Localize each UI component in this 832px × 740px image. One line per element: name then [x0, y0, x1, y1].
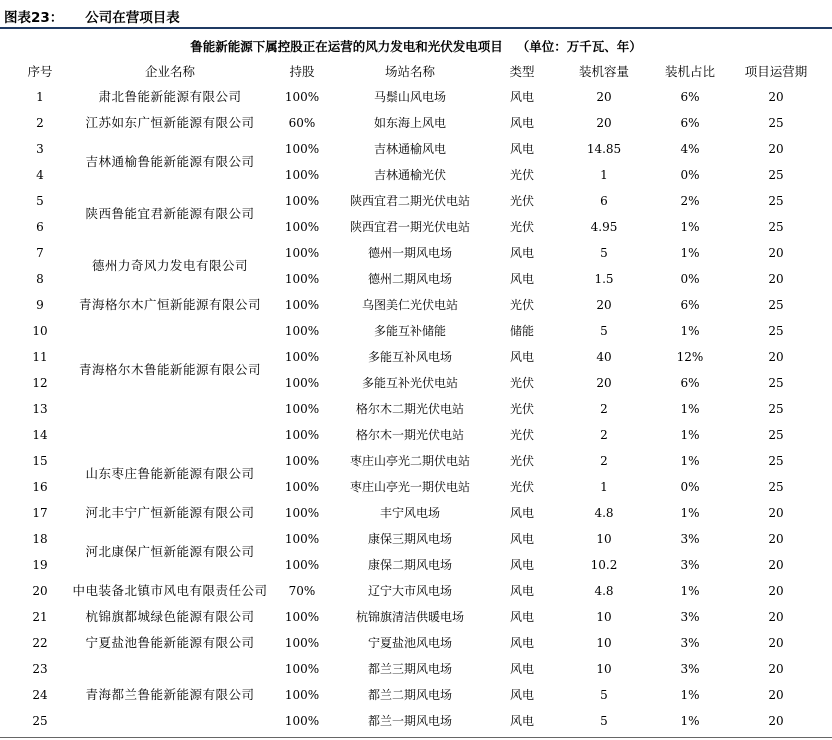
cell-type: 储能	[509, 324, 534, 338]
cell-type: 风电	[509, 584, 534, 598]
cell-share: 100%	[284, 402, 320, 416]
cell-type: 风电	[509, 90, 534, 104]
cell-station: 吉林通榆风电	[373, 142, 446, 156]
cell-period: 20	[768, 272, 784, 286]
cell-station: 德州二期风电场	[367, 272, 452, 286]
cell-share: 100%	[284, 662, 320, 676]
column-header: 项目运营期	[744, 64, 808, 79]
cell-ratio: 1%	[680, 324, 700, 338]
cell-no: 2	[36, 116, 44, 130]
cell-no: 1	[36, 90, 44, 104]
cell-share: 60%	[288, 116, 316, 130]
cell-no: 5	[36, 194, 44, 208]
cell-period: 25	[768, 454, 784, 468]
cell-period: 25	[768, 194, 784, 208]
cell-share: 100%	[284, 90, 320, 104]
cell-capacity: 10	[596, 532, 612, 546]
cell-capacity: 2	[600, 402, 608, 416]
cell-capacity: 1	[600, 480, 608, 494]
cell-share: 100%	[284, 324, 320, 338]
cell-share: 100%	[284, 272, 320, 286]
cell-share: 100%	[284, 688, 320, 702]
cell-ratio: 0%	[680, 272, 700, 286]
cell-type: 风电	[509, 662, 534, 676]
cell-period: 25	[768, 480, 784, 494]
column-header: 场站名称	[384, 64, 435, 79]
cell-type: 光伏	[509, 480, 534, 494]
column-header: 序号	[27, 64, 53, 79]
cell-share: 100%	[284, 428, 320, 442]
cell-period: 20	[768, 636, 784, 650]
cell-no: 9	[36, 298, 44, 312]
cell-ratio: 6%	[680, 90, 700, 104]
cell-no: 22	[32, 636, 48, 650]
cell-type: 风电	[509, 142, 534, 156]
cell-share: 100%	[284, 376, 320, 390]
cell-share: 100%	[284, 714, 320, 728]
cell-period: 20	[768, 350, 784, 364]
cell-capacity: 14.85	[586, 142, 622, 156]
cell-type: 风电	[509, 610, 534, 624]
cell-type: 风电	[509, 272, 534, 286]
cell-ratio: 1%	[680, 246, 700, 260]
cell-no: 12	[32, 376, 48, 390]
cell-capacity: 20	[596, 90, 612, 104]
cell-period: 20	[768, 714, 784, 728]
cell-no: 25	[32, 714, 48, 728]
cell-period: 20	[768, 532, 784, 546]
cell-no: 17	[32, 506, 48, 520]
cell-ratio: 12%	[676, 350, 704, 364]
cell-station: 乌图美仁光伏电站	[361, 298, 458, 312]
company-name: 吉林通榆鲁能新能源有限公司	[85, 154, 255, 169]
cell-share: 100%	[284, 610, 320, 624]
cell-station: 德州一期风电场	[367, 246, 452, 260]
cell-period: 20	[768, 610, 784, 624]
cell-no: 6	[36, 220, 44, 234]
cell-period: 25	[768, 298, 784, 312]
cell-type: 风电	[509, 714, 534, 728]
cell-ratio: 1%	[680, 584, 700, 598]
cell-ratio: 0%	[680, 480, 700, 494]
column-header: 类型	[509, 64, 535, 79]
cell-station: 都兰一期风电场	[367, 714, 452, 728]
cell-ratio: 0%	[680, 168, 700, 182]
cell-station: 格尔木一期光伏电站	[355, 428, 464, 442]
cell-station: 杭锦旗清洁供暖电场	[355, 610, 464, 624]
cell-type: 光伏	[509, 220, 534, 234]
cell-ratio: 2%	[680, 194, 700, 208]
cell-period: 25	[768, 376, 784, 390]
cell-station: 多能互补光伏电站	[361, 376, 458, 390]
cell-ratio: 3%	[680, 636, 700, 650]
column-header: 企业名称	[144, 64, 195, 79]
cell-no: 15	[32, 454, 48, 468]
company-name: 江苏如东广恒新能源有限公司	[85, 115, 255, 130]
cell-share: 100%	[284, 506, 320, 520]
cell-no: 20	[32, 584, 48, 598]
cell-type: 光伏	[509, 376, 534, 390]
cell-capacity: 5	[600, 688, 608, 702]
cell-station: 丰宁风电场	[379, 506, 440, 520]
cell-station: 格尔木二期光伏电站	[355, 402, 464, 416]
cell-type: 风电	[509, 558, 534, 572]
cell-share: 100%	[284, 636, 320, 650]
cell-type: 风电	[509, 532, 534, 546]
cell-period: 20	[768, 246, 784, 260]
cell-period: 25	[768, 428, 784, 442]
cell-capacity: 4.8	[594, 506, 614, 520]
cell-ratio: 4%	[680, 142, 700, 156]
cell-no: 24	[32, 688, 48, 702]
cell-share: 100%	[284, 220, 320, 234]
cell-share: 100%	[284, 168, 320, 182]
cell-capacity: 20	[596, 376, 612, 390]
column-header: 装机容量	[578, 64, 629, 79]
cell-share: 100%	[284, 246, 320, 260]
cell-capacity: 2	[600, 454, 608, 468]
cell-ratio: 1%	[680, 688, 700, 702]
company-name: 陕西鲁能宜君新能源有限公司	[85, 206, 255, 221]
cell-station: 马鬃山风电场	[373, 90, 446, 104]
figure-title	[4, 6, 180, 26]
column-header: 持股	[289, 64, 315, 79]
cell-capacity: 20	[596, 298, 612, 312]
cell-capacity: 4.95	[590, 220, 618, 234]
cell-share: 100%	[284, 532, 320, 546]
cell-ratio: 1%	[680, 454, 700, 468]
cell-ratio: 3%	[680, 532, 700, 546]
cell-capacity: 10	[596, 636, 612, 650]
cell-no: 7	[36, 246, 44, 260]
cell-share: 70%	[288, 584, 316, 598]
cell-period: 25	[768, 324, 784, 338]
cell-no: 21	[32, 610, 48, 624]
cell-share: 100%	[284, 298, 320, 312]
cell-station: 康保二期风电场	[367, 558, 452, 572]
cell-type: 光伏	[509, 168, 534, 182]
cell-station: 如东海上风电	[373, 116, 446, 130]
cell-type: 风电	[509, 246, 534, 260]
cell-capacity: 5	[600, 324, 608, 338]
cell-no: 14	[32, 428, 48, 442]
cell-station: 宁夏盐池风电场	[367, 636, 452, 650]
company-name: 青海格尔木鲁能新能源有限公司	[78, 362, 261, 377]
cell-period: 20	[768, 506, 784, 520]
cell-capacity: 1.5	[594, 272, 614, 286]
cell-type: 光伏	[509, 298, 534, 312]
figure-label: 图表23：	[4, 10, 64, 26]
cell-station: 吉林通榆光伏	[373, 168, 446, 182]
cell-ratio: 1%	[680, 714, 700, 728]
cell-station: 辽宁大市风电场	[367, 584, 452, 598]
company-name: 河北康保广恒新能源有限公司	[85, 544, 255, 559]
cell-capacity: 5	[600, 714, 608, 728]
column-header: 装机占比	[664, 64, 715, 79]
table-bottom-rule	[0, 737, 832, 738]
cell-no: 11	[32, 350, 48, 364]
table-title-text: 鲁能新能源下属控股正在运营的风力发电和光伏发电项目	[190, 39, 503, 54]
table-unit: （单位：万千瓦、年）	[516, 39, 642, 54]
cell-share: 100%	[284, 350, 320, 364]
cell-share: 100%	[284, 558, 320, 572]
cell-station: 枣庄山亭光二期伏电站	[349, 454, 470, 468]
cell-station: 康保三期风电场	[367, 532, 452, 546]
company-name: 河北丰宁广恒新能源有限公司	[85, 505, 255, 520]
cell-no: 10	[32, 324, 48, 338]
cell-type: 光伏	[509, 454, 534, 468]
figure-caption: 公司在营项目表	[85, 10, 180, 26]
cell-ratio: 6%	[680, 376, 700, 390]
company-name: 中电装备北镇市风电有限责任公司	[72, 583, 268, 598]
cell-share: 100%	[284, 480, 320, 494]
cell-ratio: 3%	[680, 558, 700, 572]
cell-ratio: 6%	[680, 298, 700, 312]
cell-station: 都兰三期风电场	[367, 662, 452, 676]
cell-capacity: 2	[600, 428, 608, 442]
cell-station: 陕西宜君二期光伏电站	[349, 194, 470, 208]
company-name: 德州力奇风力发电有限公司	[91, 258, 248, 273]
cell-type: 风电	[509, 350, 534, 364]
cell-ratio: 3%	[680, 662, 700, 676]
cell-no: 19	[32, 558, 48, 572]
cell-period: 25	[768, 168, 784, 182]
company-name: 青海格尔木广恒新能源有限公司	[78, 297, 261, 312]
cell-share: 100%	[284, 142, 320, 156]
cell-ratio: 1%	[680, 428, 700, 442]
cell-capacity: 40	[596, 350, 612, 364]
cell-ratio: 1%	[680, 506, 700, 520]
cell-station: 多能互补风电场	[367, 350, 452, 364]
cell-station: 多能互补储能	[373, 324, 446, 338]
cell-type: 光伏	[509, 428, 534, 442]
cell-capacity: 10	[596, 662, 612, 676]
cell-ratio: 3%	[680, 610, 700, 624]
cell-capacity: 20	[596, 116, 612, 130]
cell-no: 16	[32, 480, 48, 494]
cell-station: 陕西宜君一期光伏电站	[349, 220, 470, 234]
cell-period: 25	[768, 220, 784, 234]
cell-capacity: 4.8	[594, 584, 614, 598]
cell-period: 20	[768, 142, 784, 156]
cell-no: 18	[32, 532, 48, 546]
cell-period: 25	[768, 402, 784, 416]
cell-period: 20	[768, 688, 784, 702]
cell-type: 光伏	[509, 194, 534, 208]
company-name: 山东枣庄鲁能新能源有限公司	[85, 466, 255, 481]
cell-no: 13	[32, 402, 48, 416]
company-name: 青海都兰鲁能新能源有限公司	[85, 687, 255, 702]
cell-capacity: 10	[596, 610, 612, 624]
cell-period: 20	[768, 558, 784, 572]
cell-share: 100%	[284, 454, 320, 468]
title-divider	[0, 27, 832, 29]
cell-period: 20	[768, 662, 784, 676]
cell-type: 风电	[509, 506, 534, 520]
cell-capacity: 10.2	[590, 558, 618, 572]
cell-type: 风电	[509, 636, 534, 650]
company-name: 杭锦旗都城绿色能源有限公司	[85, 609, 255, 624]
cell-type: 光伏	[509, 402, 534, 416]
company-name: 宁夏盐池鲁能新能源有限公司	[85, 635, 255, 650]
cell-period: 20	[768, 584, 784, 598]
cell-share: 100%	[284, 194, 320, 208]
cell-type: 风电	[509, 116, 534, 130]
cell-ratio: 1%	[680, 402, 700, 416]
cell-ratio: 6%	[680, 116, 700, 130]
cell-no: 3	[36, 142, 44, 156]
cell-no: 8	[36, 272, 44, 286]
cell-no: 4	[36, 168, 44, 182]
cell-no: 23	[32, 662, 48, 676]
cell-ratio: 1%	[680, 220, 700, 234]
company-name: 肃北鲁能新能源有限公司	[98, 89, 242, 104]
cell-type: 风电	[509, 688, 534, 702]
cell-period: 25	[768, 116, 784, 130]
cell-capacity: 6	[600, 194, 608, 208]
table-title	[0, 37, 832, 55]
cell-station: 枣庄山亭光一期伏电站	[349, 480, 470, 494]
cell-capacity: 5	[600, 246, 608, 260]
cell-capacity: 1	[600, 168, 608, 182]
cell-period: 20	[768, 90, 784, 104]
cell-station: 都兰二期风电场	[367, 688, 452, 702]
